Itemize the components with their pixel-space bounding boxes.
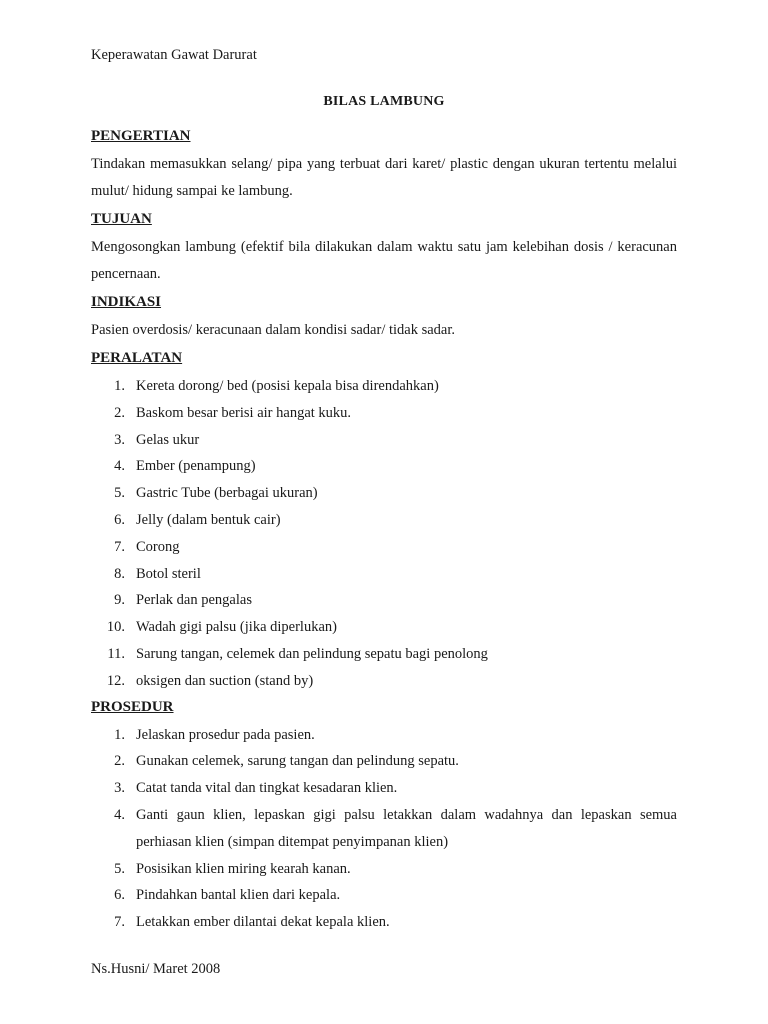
section-text-tujuan: Mengosongkan lambung (efektif bila dilakukan dalam waktu satu jam kelebihan dosis / keracunan pencernaan. [91,239,677,282]
list-number: 8. [114,565,125,582]
list-number: 9. [114,592,125,609]
equipment-list [91,373,677,695]
list-number: 6. [114,511,125,528]
list-item [91,480,677,507]
list-text: Wadah gigi palsu (jika diperlukan) [136,619,337,636]
list-number: 4. [114,458,125,475]
list-number: 6. [114,887,125,904]
list-item [91,668,677,695]
list-text: Baskom besar berisi air hangat kuku. [136,404,352,421]
list-item [91,534,677,561]
list-number: 3. [114,780,125,797]
list-text: Jelaskan prosedur pada pasien. [136,726,315,743]
page-header: Keperawatan Gawat Darurat [91,47,257,63]
list-item [91,775,677,802]
list-number: 10. [106,619,125,636]
list-number: 5. [114,485,125,502]
section-text-indikasi: Pasien overdosis/ keracunaan dalam kondisi sadar/ tidak sadar. [91,322,456,338]
list-text: Botol steril [136,565,201,582]
section-text-pengertian: Tindakan memasukkan selang/ pipa yang terbuat dari karet/ plastic dengan ukuran tertentu melalui mulut/ hidung sampai ke lambung. [91,156,677,199]
section-heading-peralatan: PERALATAN [91,350,183,366]
list-text: Corong [136,538,180,555]
document-body [91,92,677,936]
list-number: 12. [106,672,125,689]
list-number: 2. [114,404,125,421]
list-text: Gunakan celemek, sarung tangan dan pelindung sepatu. [136,753,459,770]
list-text: Pindahkan bantal klien dari kepala. [136,887,341,904]
list-text: Perlak dan pengalas [136,592,252,609]
list-number: 11. [107,645,125,662]
list-item [91,722,677,749]
list-item [91,802,677,856]
list-item [91,587,677,614]
section-heading-tujuan: TUJUAN [91,211,152,227]
list-item [91,453,677,480]
section-heading-pengertian: PENGERTIAN [91,128,191,144]
document-title: BILAS LAMBUNG [323,94,445,109]
list-text: Gelas ukur [136,431,200,448]
list-number: 7. [114,538,125,555]
list-number: 1. [114,726,125,743]
list-text: Gastric Tube (berbagai ukuran) [136,485,318,502]
list-item [91,400,677,427]
list-item [91,561,677,588]
list-number: 4. [114,806,125,823]
list-number: 7. [114,914,125,931]
list-item [91,748,677,775]
list-item [91,909,677,936]
list-item [91,614,677,641]
list-text: Posisikan klien miring kearah kanan. [136,860,351,877]
list-text: Ember (penampung) [136,458,256,475]
list-text: Catat tanda vital dan tingkat kesadaran klien. [136,780,398,797]
page-footer: Ns.Husni/ Maret 2008 [91,961,221,977]
list-item [91,427,677,454]
list-text: Sarung tangan, celemek dan pelindung sepatu bagi penolong [136,645,488,662]
list-text: Ganti gaun klien, lepaskan gigi palsu letakkan dalam wadahnya dan lepaskan semua perhiasan klien (simpan ditempat penyimpanan klien) [136,806,677,850]
list-number: 5. [114,860,125,877]
section-heading-indikasi: INDIKASI [91,294,162,310]
list-item [91,373,677,400]
list-text: Letakkan ember dilantai dekat kepala klien. [136,914,390,931]
list-item [91,507,677,534]
procedure-list [91,722,677,936]
list-number: 1. [114,378,125,394]
list-item [91,856,677,883]
section-heading-prosedur: PROSEDUR [91,698,174,715]
list-number: 2. [114,753,125,770]
list-text: Jelly (dalam bentuk cair) [136,511,281,528]
list-text: oksigen dan suction (stand by) [136,672,314,689]
list-item [91,882,677,909]
list-item [91,641,677,668]
list-number: 3. [114,431,125,448]
list-text: Kereta dorong/ bed (posisi kepala bisa direndahkan) [136,378,439,394]
